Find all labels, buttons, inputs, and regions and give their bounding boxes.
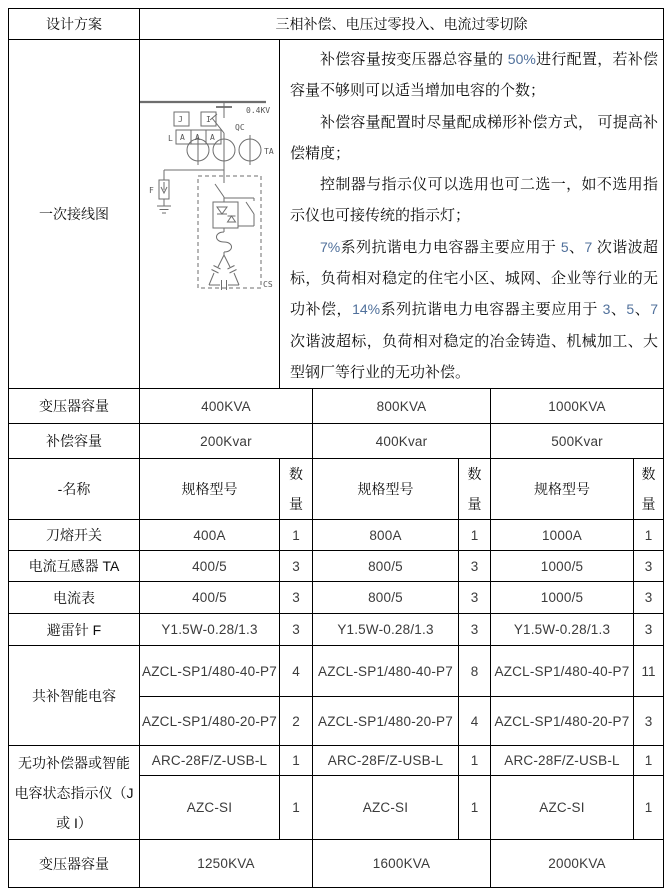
- design-value: 三相补偿、电压过零投入、电流过零切除: [140, 9, 664, 40]
- spec-cell: 400/5: [140, 582, 280, 614]
- spec-cell: 800/5: [313, 551, 459, 582]
- qty-cell: 8: [459, 646, 491, 697]
- spec-header: 规格型号: [491, 459, 634, 520]
- qty-cell: 3: [280, 551, 313, 582]
- value-cell: 400Kvar: [313, 424, 491, 459]
- row-label: 避雷针 F: [9, 614, 140, 646]
- qty-cell: 1: [634, 746, 664, 776]
- meter-l-label: L: [168, 134, 173, 143]
- qty-cell: 11: [634, 646, 664, 697]
- table-row: [9, 551, 664, 582]
- ta-label: TA: [264, 147, 274, 156]
- value-cell: 400KVA: [140, 389, 313, 424]
- diagram-row-label: 一次接线图: [9, 40, 140, 389]
- spec-cell: AZCL-SP1/480-20-P7: [140, 697, 280, 746]
- table-row: [9, 646, 664, 697]
- qty-header: 数量: [634, 459, 664, 520]
- row-label: 电流表: [9, 582, 140, 614]
- qty-cell: 2: [280, 697, 313, 746]
- row-label: 变压器容量: [9, 840, 140, 888]
- diagram-row: [9, 40, 664, 389]
- qty-cell: 3: [280, 614, 313, 646]
- qc-label: QC: [235, 123, 245, 132]
- value-cell: 200Kvar: [140, 424, 313, 459]
- spec-cell: AZC-SI: [313, 776, 459, 840]
- value-cell: 1250KVA: [140, 840, 313, 888]
- note-paragraph: 7%系列抗谐电力电容器主要应用于 5、7 次谐波超标，负荷相对稳定的住宅小区、城网、企业等行业的无功补偿，14%系列抗谐电力电容器主要应用于 3、5、7 次谐波超标，负荷相对稳定的冶金铸造、机械加工、大型钢厂等行业的无功补偿。: [290, 238, 659, 381]
- spec-cell: Y1.5W-0.28/1.3: [313, 614, 459, 646]
- spec-cell: AZC-SI: [140, 776, 280, 840]
- qty-cell: 1: [459, 520, 491, 551]
- qty-cell: 3: [280, 582, 313, 614]
- spec-cell: AZCL-SP1/480-40-P7: [140, 646, 280, 697]
- spec-cell: 400A: [140, 520, 280, 551]
- row-label: 变压器容量: [9, 389, 140, 424]
- ammeter-label: A: [180, 133, 185, 142]
- spec-cell: 1000A: [491, 520, 634, 551]
- qty-header: 数量: [280, 459, 313, 520]
- qty-header: 数量: [459, 459, 491, 520]
- spec-cell: ARC-28F/Z-USB-L: [491, 746, 634, 776]
- qty-cell: 4: [459, 697, 491, 746]
- qty-cell: 3: [459, 614, 491, 646]
- capacitor-bank-outline: [198, 176, 261, 288]
- note-paragraph: 控制器与指示仪可以选用也可二选一，如不选用指示仪也可接传统的指示灯；: [290, 176, 659, 225]
- qty-cell: 1: [634, 776, 664, 840]
- qty-cell: 3: [459, 551, 491, 582]
- value-cell: 500Kvar: [491, 424, 664, 459]
- spec-cell: 800A: [313, 520, 459, 551]
- row-label: 电流互感器 TA: [9, 551, 140, 582]
- table-row: [9, 424, 664, 459]
- spec-cell: ARC-28F/Z-USB-L: [140, 746, 280, 776]
- qty-cell: 3: [634, 582, 664, 614]
- spec-cell: 800/5: [313, 582, 459, 614]
- spec-cell: 1000/5: [491, 551, 634, 582]
- qty-cell: 4: [280, 646, 313, 697]
- spec-header: 规格型号: [313, 459, 459, 520]
- spec-cell: Y1.5W-0.28/1.3: [140, 614, 280, 646]
- table-row: [9, 840, 664, 888]
- name-header: -名称: [9, 459, 140, 520]
- value-cell: 800KVA: [313, 389, 491, 424]
- qty-cell: 1: [280, 746, 313, 776]
- note-paragraph: 补偿容量配置时尽量配成梯形补偿方式， 可提高补偿精度；: [290, 113, 659, 162]
- qty-cell: 1: [634, 520, 664, 551]
- spec-cell: 400/5: [140, 551, 280, 582]
- notes-paragraphs: [280, 40, 663, 388]
- table-row: [9, 614, 664, 646]
- qty-cell: 3: [634, 697, 664, 746]
- voltage-label: 0.4KV: [246, 106, 271, 115]
- row-label: 共补智能电容: [9, 646, 140, 746]
- qty-cell: 1: [459, 776, 491, 840]
- design-label: 设计方案: [9, 9, 140, 40]
- qty-cell: 1: [280, 520, 313, 551]
- spec-cell: AZCL-SP1/480-20-P7: [491, 697, 634, 746]
- qty-cell: 3: [459, 582, 491, 614]
- inductor-icon: [217, 232, 232, 252]
- row-label: 刀熔开关: [9, 520, 140, 551]
- table-row: [9, 746, 664, 776]
- qty-cell: 1: [280, 776, 313, 840]
- notes-cell: [280, 40, 664, 389]
- spec-cell: AZCL-SP1/480-40-P7: [491, 646, 634, 697]
- row-label: 补偿容量: [9, 424, 140, 459]
- column-header-row: [9, 459, 664, 520]
- ammeter-label: A: [195, 133, 200, 142]
- design-row: [9, 9, 664, 40]
- one-line-diagram: [140, 40, 278, 349]
- spec-cell: AZCL-SP1/480-40-P7: [313, 646, 459, 697]
- meter-j-label: J: [178, 115, 183, 124]
- f-label: F: [149, 186, 154, 195]
- table-row: [9, 582, 664, 614]
- value-cell: 2000KVA: [491, 840, 664, 888]
- note-paragraph: 补偿容量按变压器总容量的 50%进行配置，若补偿容量不够则可以适当增加电容的个数；: [290, 51, 659, 100]
- qty-cell: 3: [634, 551, 664, 582]
- value-cell: 1000KVA: [491, 389, 664, 424]
- cs-label: CS: [263, 280, 273, 289]
- spec-cell: ARC-28F/Z-USB-L: [313, 746, 459, 776]
- spec-cell: AZC-SI: [491, 776, 634, 840]
- meter-i-label: I: [206, 115, 211, 124]
- value-cell: 1600KVA: [313, 840, 491, 888]
- table-row: [9, 520, 664, 551]
- spec-cell: 1000/5: [491, 582, 634, 614]
- row-label: 无功补偿器或智能电容状态指示仪（J 或 I）: [9, 746, 140, 840]
- ammeter-label: A: [210, 133, 215, 142]
- spec-cell: Y1.5W-0.28/1.3: [491, 614, 634, 646]
- spec-cell: AZCL-SP1/480-20-P7: [313, 697, 459, 746]
- qty-cell: 3: [634, 614, 664, 646]
- one-line-diagram-cell: [140, 40, 280, 389]
- spec-table: [8, 8, 664, 888]
- spec-header: 规格型号: [140, 459, 280, 520]
- table-row: [9, 389, 664, 424]
- thyristor-box: [213, 202, 238, 228]
- qty-cell: 1: [459, 746, 491, 776]
